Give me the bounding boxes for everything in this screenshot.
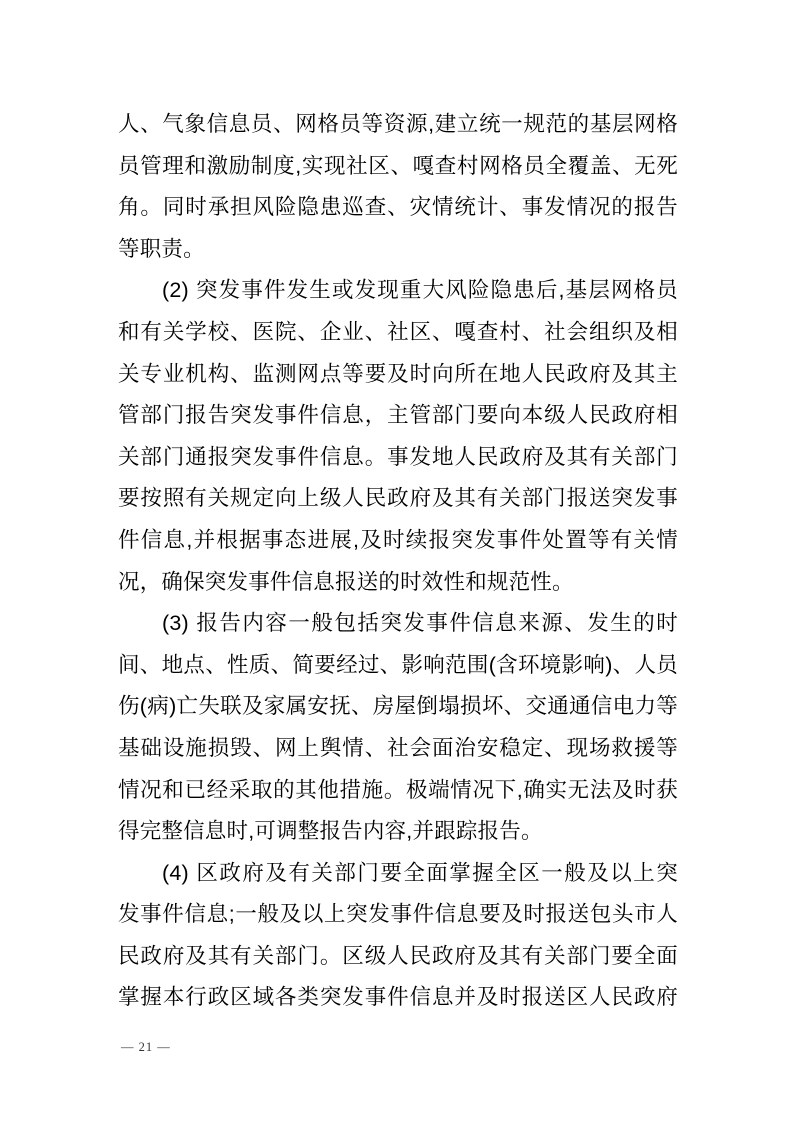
text-line: 关专业机构、监测网点等要及时向所在地人民政府及其主: [118, 361, 678, 386]
text-line: 间、地点、性质、简要经过、影响范围(含环境影响)、人员: [118, 652, 678, 677]
text-line: 件信息,并根据事态进展,及时续报突发事件处置等有关情: [118, 527, 678, 552]
text-line: 员管理和激励制度,实现社区、嘎查村网格员全覆盖、无死: [118, 153, 678, 178]
text-line: 等职责。: [118, 236, 205, 261]
paragraph: [118, 603, 678, 853]
paragraph: [118, 104, 678, 270]
paragraph: [118, 270, 678, 603]
text-line: 基础设施损毁、网上舆情、社会面治安稳定、现场救援等: [118, 735, 678, 760]
text-line: (2) 突发事件发生或发现重大风险隐患后,基层网格员: [162, 278, 678, 303]
text-line: 民政府及其有关部门。区级人民政府及其有关部门要全面: [118, 943, 678, 968]
text-line: 角。同时承担风险隐患巡查、灾情统计、事发情况的报告: [118, 195, 678, 220]
page-number: — 21 —: [121, 1040, 171, 1054]
text-line: 发事件信息;一般及以上突发事件信息要及时报送包头市人: [118, 902, 678, 927]
text-line: 关部门通报突发事件信息。事发地人民政府及其有关部门: [118, 444, 678, 469]
document-body: [118, 104, 678, 1019]
text-line: 伤(病)亡失联及家属安抚、房屋倒塌损坏、交通通信电力等: [118, 694, 678, 719]
text-line: 要按照有关规定向上级人民政府及其有关部门报送突发事: [118, 486, 678, 511]
text-line: (3) 报告内容一般包括突发事件信息来源、发生的时: [162, 611, 678, 636]
text-line: 况，确保突发事件信息报送的时效性和规范性。: [118, 569, 574, 594]
text-line: (4) 区政府及有关部门要全面掌握全区一般及以上突: [162, 860, 678, 885]
text-line: 情况和已经采取的其他措施。极端情况下,确实无法及时获: [118, 777, 678, 802]
text-line: 和有关学校、医院、企业、社区、嘎查村、社会组织及相: [118, 319, 678, 344]
text-line: 得完整信息时,可调整报告内容,并跟踪报告。: [118, 819, 543, 844]
text-line: 人、气象信息员、网格员等资源,建立统一规范的基层网格: [118, 112, 678, 136]
paragraph: [118, 853, 678, 1019]
text-line: 管部门报告突发事件信息，主管部门要向本级人民政府相: [118, 403, 678, 428]
text-line: 掌握本行政区域各类突发事件信息并及时报送区人民政府: [118, 985, 678, 1010]
